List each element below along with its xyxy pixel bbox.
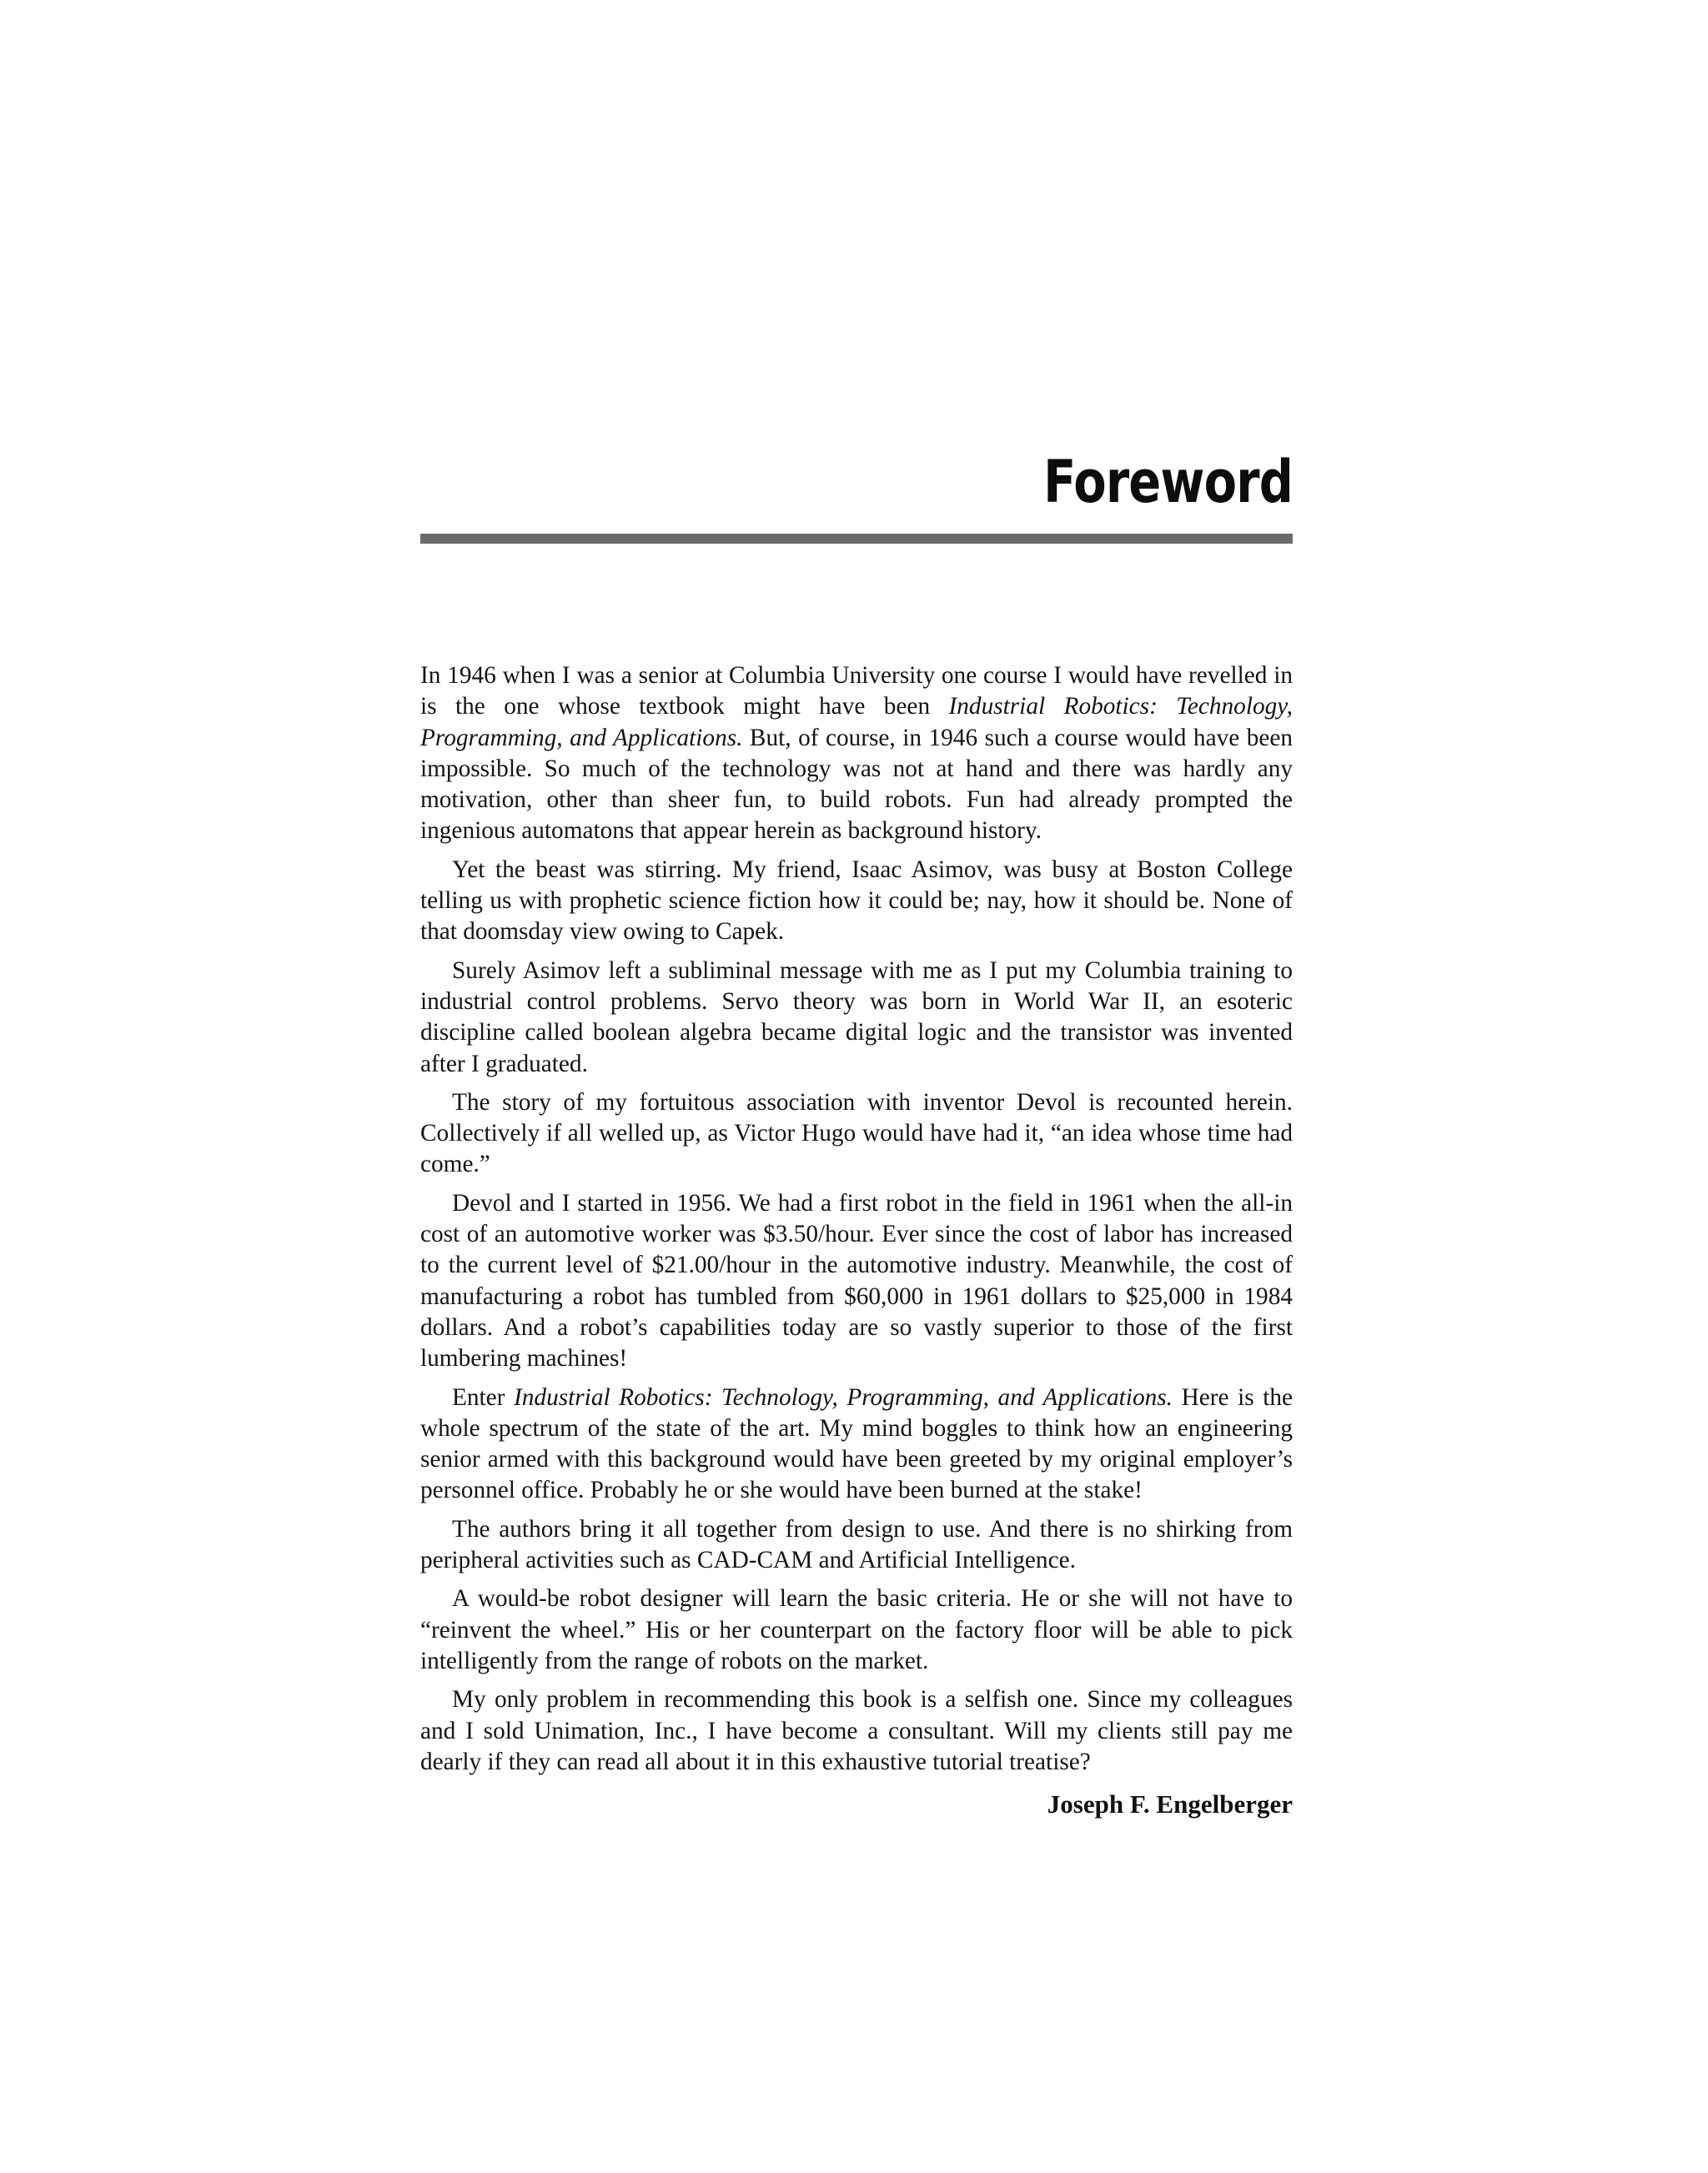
paragraph-4: The story of my fortuitous association with inventor Devol is recounted herein. Collectively if all welled up, as Victor Hugo would have had it, “an idea whose time had come.”: [420, 1088, 1293, 1178]
paragraph-1: [420, 660, 1293, 847]
foreword-body: [420, 660, 1293, 1821]
book-title-italic: Industrial Robotics: Technology, Programming, and Applications.: [514, 1383, 1173, 1411]
paragraph-1-text-b: But, of course, in 1946 such a course would have been impossible. So much of the technology was not at hand and there was hardly any motivation, other than sheer fun, to build robots. Fun had already prompted the ingenious automatons that appear herein as background history.: [420, 724, 1294, 845]
page-title: Foreword: [1043, 448, 1293, 516]
paragraph-6: [420, 1383, 1293, 1507]
author-signature: Joseph F. Engelberger: [1047, 1789, 1293, 1819]
book-title-italic: Industrial Robotics: Technology, Programming, and Applications.: [420, 693, 1293, 751]
title-underline-rule: [420, 534, 1293, 544]
paragraph-9: My only problem in recommending this book is a selfish one. Since my colleagues and I sold Unimation, Inc., I have become a consultant. Will my clients still pay me dearly if they can read all about it in this exhaustive tutorial treatise?: [420, 1686, 1293, 1775]
paragraph-6-text-a: Enter: [452, 1383, 515, 1411]
paragraph-1-text-a: In 1946 when I was a senior at Columbia University one course I would have revelled in is the one whose textbook might have been: [420, 662, 1293, 720]
paragraph-2: Yet the beast was stirring. My friend, Isaac Asimov, was busy at Boston College telling us with prophetic science fiction how it could be; nay, how it should be. None of that doomsday view owing to Capek.: [420, 856, 1293, 946]
paragraph-3: Surely Asimov left a subliminal message with me as I put my Columbia training to industrial control problems. Servo theory was born in World War II, an esoteric discipline called boolean algebra became digital logic and the transistor was invented after I graduated.: [420, 956, 1293, 1077]
paragraph-5: Devol and I started in 1956. We had a first robot in the field in 1961 when the all-in cost of an automotive worker was $3.50/hour. Ever since the cost of labor has increased to the current level of $21.00/hour in the automotive industry. Meanwhile, the cost of manufacturing a robot has tumbled from $60,000 in 1961 dollars to $25,000 in 1984 dollars. And a robot’s capabilities today are so vastly superior to those of the first lumbering machines!: [420, 1189, 1293, 1373]
paragraph-8: A would-be robot designer will learn the basic criteria. He or she will not have to “reinvent the wheel.” His or her counterpart on the factory floor will be able to pick intelligently from the range of robots on the market.: [420, 1585, 1293, 1674]
paragraph-7: The authors bring it all together from design to use. And there is no shirking from peripheral activities such as CAD-CAM and Artificial Intelligence.: [420, 1515, 1293, 1574]
paragraph-6-text-b: Here is the whole spectrum of the state of the art. My mind boggles to think how an engineering senior armed with this background would have been greeted by my original employer’s personnel office. Probably he or she would have been burned at the stake!: [420, 1383, 1293, 1504]
